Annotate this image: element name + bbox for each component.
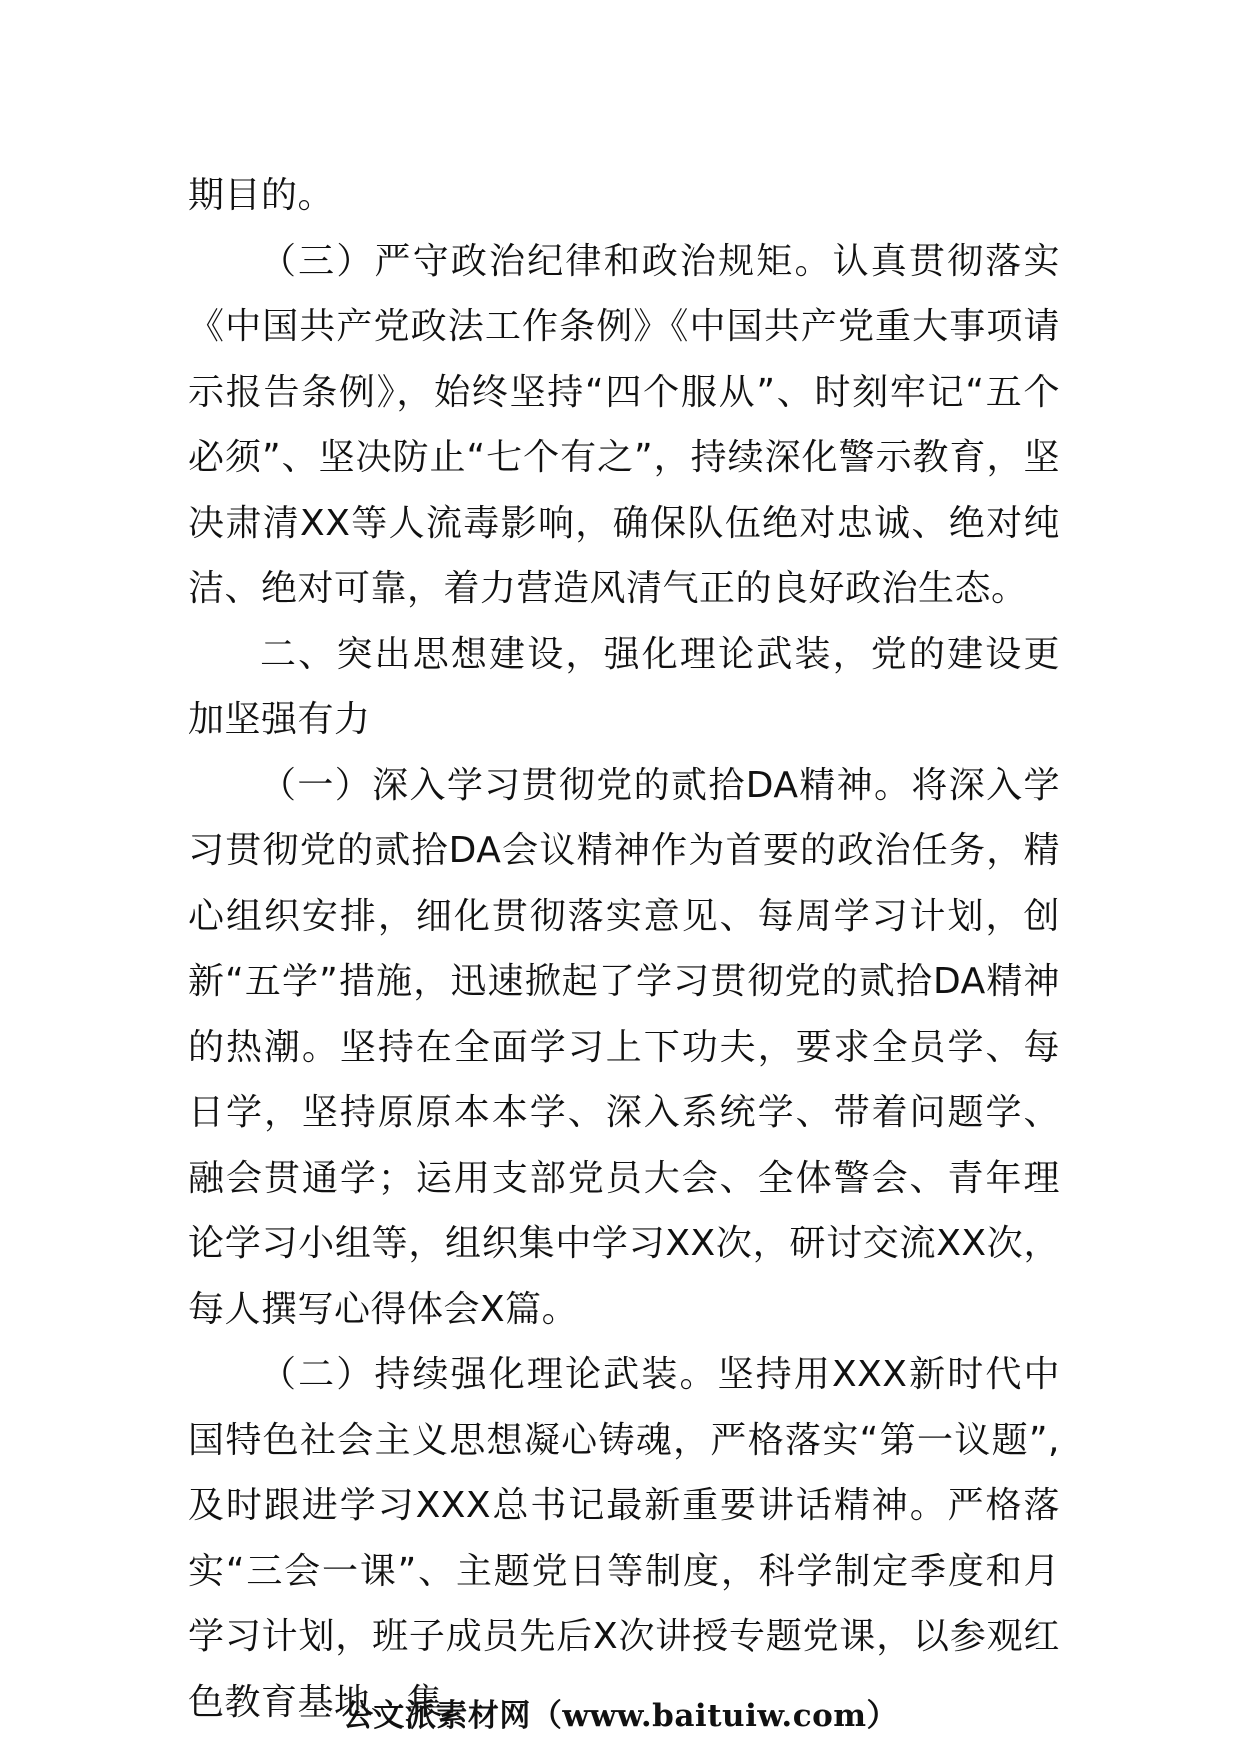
paragraph-continuation: 期目的。 [188, 175, 335, 216]
paragraph-political-discipline: （三）严守政治纪律和政治规矩。认真贯彻落实《中国共产党政法工作条例》《中国共产党重大事项请示报告条例》，始终坚持“四个服从”、时刻牢记“五个必须”、坚决防止“七个有之”，持续深化警示教育，坚决肃清XX等人流毒影响，确保队伍绝对忠诚、绝对纯洁、绝对可靠，着力营造风清气正的良好政治生态。 [188, 240, 1060, 609]
section-heading-ideological-building: 二、突出思想建设，强化理论武装，党的建设更加坚强有力 [188, 633, 1060, 740]
source-footer: 公文派素材网（www.baituiw.com） [341, 1698, 899, 1734]
paragraph-theory-armament: （二）持续强化理论武装。坚持用XXX新时代中国特色社会主义思想凝心铸魂，严格落实“第一议题”,及时跟进学习XXX总书记最新重要讲话精神。严格落实“三会一课”、主题党日等制度，科学制定季度和月学习计划，班子成员先后X次讲授专题党课，以参观红色教育基地、集 [188, 1354, 1060, 1723]
paragraph-study-spirit: （一）深入学习贯彻党的贰拾DA精神。将深入学习贯彻党的贰拾DA会议精神作为首要的政治任务，精心组织安排，细化贯彻落实意见、每周学习计划，创新“五学”措施，迅速掀起了学习贯彻党的贰拾DA精神的热潮。坚持在全面学习上下功夫，要求全员学、每日学，坚持原原本本学、深入系统学、带着问题学、融会贯通学；运用支部党员大会、全体警会、青年理论学习小组等，组织集中学习XX次，研讨交流XX次，每人撰写心得体会X篇。 [188, 764, 1060, 1330]
document-body [188, 163, 1060, 1735]
